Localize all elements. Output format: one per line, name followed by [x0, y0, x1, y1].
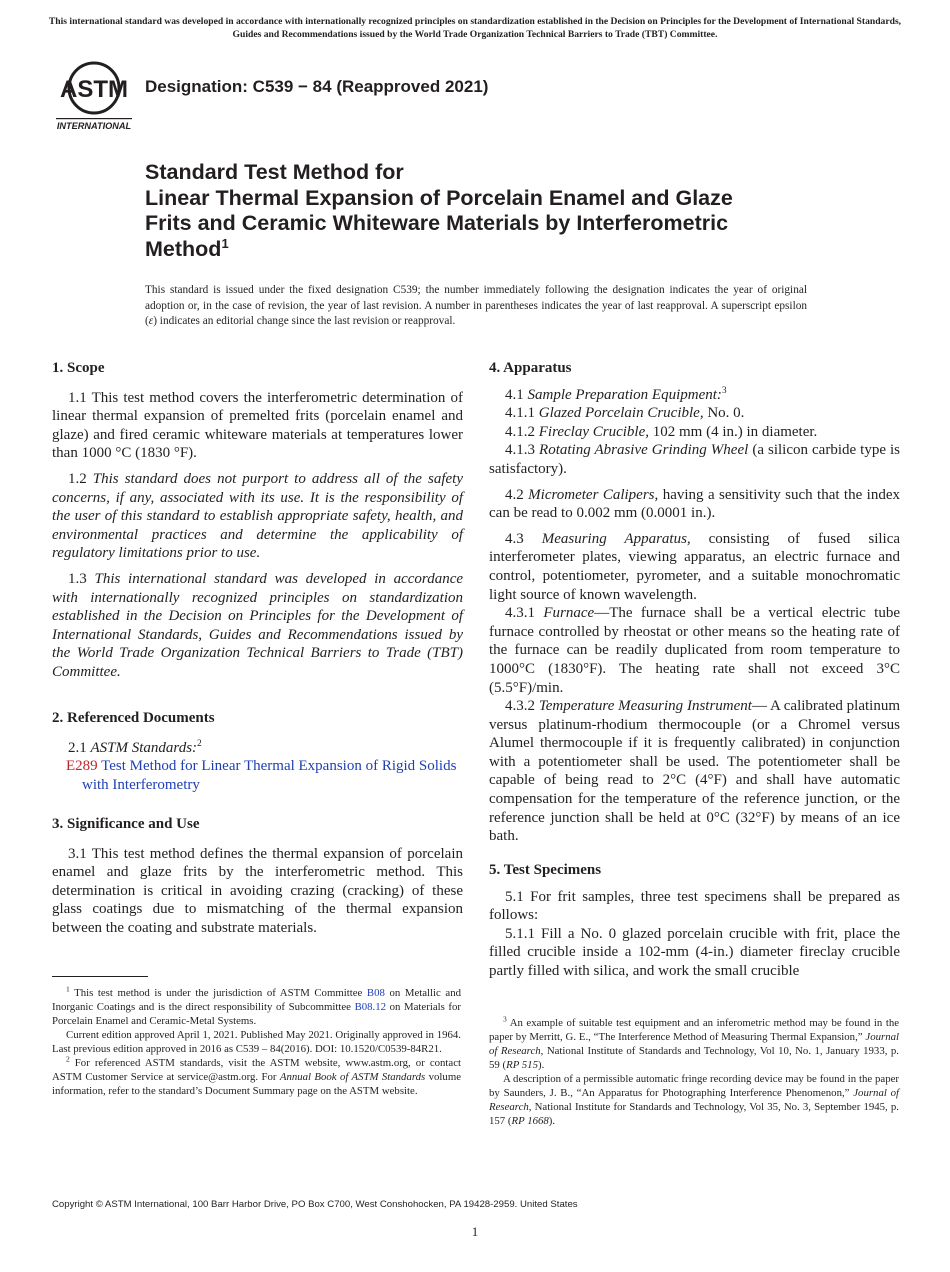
- footnote-2: $^2$ For referenced ASTM standards, visit the ASTM website, www.astm.org, or contact ASTM Customer Service at service@astm.org. For Annual Book of ASTM Standards volume information, refer to the standard’s Document Summary page on the ASTM website.: [52, 1054, 462, 1097]
- title-line: Standard Test Method for: [145, 160, 404, 184]
- footnote-1-edition: Current edition approved April 1, 2021. Published May 2021. Originally approved in 1964. Last previous edition approved in 2016 as C539 – 84(2016). DOI: 10.1520/C0539-84R21.: [52, 1029, 461, 1055]
- paragraph-4-1: 4.1 Sample Preparation Equipment:$^3$: [505, 385, 727, 403]
- top-notice: This international standard was developed in accordance with internationally recognized principles on standardization established in the Decision on Principles for the Development of International Standards, Guides and Recommendations issued by the World Trade Organization Technical Barriers to Trade (TBT) Committee.: [48, 16, 902, 40]
- section-heading: 1. Scope: [52, 360, 105, 376]
- paragraph-5-1-1: 5.1.1 Fill a No. 0 glazed porcelain crucible with frit, place the filled crucible inside a 102-mm (4-in.) diameter fireclay crucible partly filled with silica, and work the small crucible: [489, 925, 900, 979]
- footnote-3-continued: A description of a permissible automatic fringe recording device may be found in the paper by Saunders, J. B., “An Apparatus for Photographing Interference Phenomenon,” Journal of Research, National Institute for Standards and Technology, Vol 35, No. 3, September 1945, p. 157 (RP 1668).: [489, 1073, 900, 1127]
- footnote-1: $^1$ This test method is under the jurisdiction of ASTM Committee B08 on Metallic and Inorganic Coatings and is the direct responsibility of Subcommittee B08.12 on Materials for Porcelain Enamel and Ceramic-Metal Systems.: [52, 984, 461, 1027]
- paragraph-5-1: 5.1 For frit samples, three test specimens shall be prepared as follows:: [489, 888, 900, 924]
- section-test-specimens: [489, 861, 900, 981]
- section-heading: 5. Test Specimens: [489, 862, 602, 878]
- paragraph-4-1-2: 4.1.2 Fireclay Crucible, 102 mm (4 in.) in diameter.: [505, 423, 818, 440]
- section-heading: 3. Significance and Use: [52, 816, 200, 832]
- footnote-3: $^3$ An example of suitable test equipment and an inferometric method may be found in the paper by Merritt, G. E., “The Interference Method of Measuring Thermal Expansion,” Journal of Research, National Institute of Standards and Technology, Vol 10, No. 1, January 1933, p. 59 (RP 515).: [489, 1014, 900, 1071]
- issuance-statement: This standard is issued under the fixed designation C539; the number immediately following the designation indicates the year of original adoption or, in the case of revision, the year of last revision. A number in parentheses indicates the year of last reapproval. A superscript epsilon (ε) indicates an editorial change since the last revision or reapproval.: [145, 284, 807, 327]
- section-heading: 2. Referenced Documents: [52, 710, 215, 726]
- logo-text: ASTM: [60, 76, 128, 103]
- subcommittee-link[interactable]: B08.12: [354, 1001, 387, 1013]
- paragraph-4-1-3: 4.1.3 Rotating Abrasive Grinding Wheel (a silicon carbide type is satisfactory).: [489, 442, 901, 477]
- paragraph-1-1: 1.1 This test method covers the interferometric determination of linear thermal expansion of premelted frits (porcelain enamel and glaze) and fired ceramic whiteware materials at temperatures lower than 1000 °C (1830 °F).: [52, 389, 463, 462]
- astm-logo: [52, 58, 136, 134]
- paragraph-4-1-1: 4.1.1 Glazed Porcelain Crucible, No. 0.: [505, 405, 745, 422]
- section-referenced-documents: [52, 709, 463, 794]
- section-heading: 4. Apparatus: [489, 360, 572, 376]
- footnotes-left: [52, 986, 461, 1098]
- paragraph-1-2: 1.2 This standard does not purport to address all of the safety concerns, if any, associated with its use. It is the responsibility of the user of this standard to establish appropriate safety, health, and environmental practices and determine the applicability of regulatory limitations prior to use.: [52, 470, 463, 562]
- paragraph-4-3-2: 4.3.2 Temperature Measuring Instrument— A calibrated platinum versus platinum-rhodium thermocouple (or a Chromel versus Alumel thermocouple if it is frequently calibrated) in conjunction with a potentiometer shall be used. The potentiometer shall be capable of being read to 2°C (4°F) and shall have automatic compensation for the temperature of the reference junction, or the reference junction shall be held at 0°C (32°F) by means of an ice bath.: [489, 698, 901, 845]
- paragraph-4-2: 4.2 Micrometer Calipers, having a sensitivity such that the index can be read to 0.002 mm (0.0001 in.).: [489, 486, 901, 522]
- paragraph-1-3: 1.3 This international standard was developed in accordance with internationally recognized principles on standardization established in the Decision on Principles for the Development of International Standards, Guides and Recommendations issued by the World Trade Organization Technical Barriers to Trade (TBT) Committee.: [52, 570, 464, 680]
- paragraph-4-3: 4.3 Measuring Apparatus, consisting of fused silica interferometer plates, viewing apparatus, an electric furnace and control, potentiometer, pyrometer, and a suitable monochromatic light source of known wavelength.: [489, 530, 901, 603]
- section-apparatus: [489, 359, 900, 846]
- footnote-rule: [52, 976, 148, 977]
- paragraph-4-3-1: 4.3.1 Furnace—The furnace shall be a vertical electric tube furnace controlled by rheostat or other means so the heating rate of the furnace can be readily duplicated from room temperature to 1000°C (1830°F). The heating rate shall not exceed 3°C (5.5°F)/min.: [489, 605, 901, 696]
- reference-link[interactable]: Test Method for Linear Thermal Expansion of Rigid Solids with Interferometry: [82, 758, 457, 793]
- logo-subtext: INTERNATIONAL: [56, 121, 132, 131]
- section-scope: [52, 359, 463, 682]
- designation: Designation: C539 − 84 (Reapproved 2021): [145, 77, 489, 96]
- title-line: Frits and Ceramic Whiteware Materials by Interferometric: [145, 211, 729, 235]
- copyright: Copyright © ASTM International, 100 Barr Harbor Drive, PO Box C700, West Conshohocken, PA 19428-2959. United States: [52, 1199, 578, 1210]
- paragraph-2-1: 2.1 ASTM Standards:$^2$: [68, 738, 202, 756]
- page-number: 1: [471, 1224, 479, 1239]
- document-title: [145, 160, 825, 262]
- committee-link[interactable]: B08: [366, 987, 385, 999]
- section-significance: [52, 815, 463, 938]
- title-footnote-mark: 1: [221, 235, 229, 251]
- footnotes-right: [489, 1016, 899, 1128]
- title-line: Linear Thermal Expansion of Porcelain Enamel and Glaze: [145, 185, 733, 210]
- reference-e289[interactable]: E289 Test Method for Linear Thermal Expansion of Rigid Solids with Interferometry: [66, 758, 457, 793]
- title-line: Method$^1$: [145, 235, 229, 261]
- paragraph-3-1: 3.1 This test method defines the thermal expansion of porcelain enamel and glaze frits by the interferometric method. This determination is critical in avoiding crazing (cracking) of these glass coatings due to mismatching of the thermal expansion between the coating and substrate materials.: [52, 845, 463, 936]
